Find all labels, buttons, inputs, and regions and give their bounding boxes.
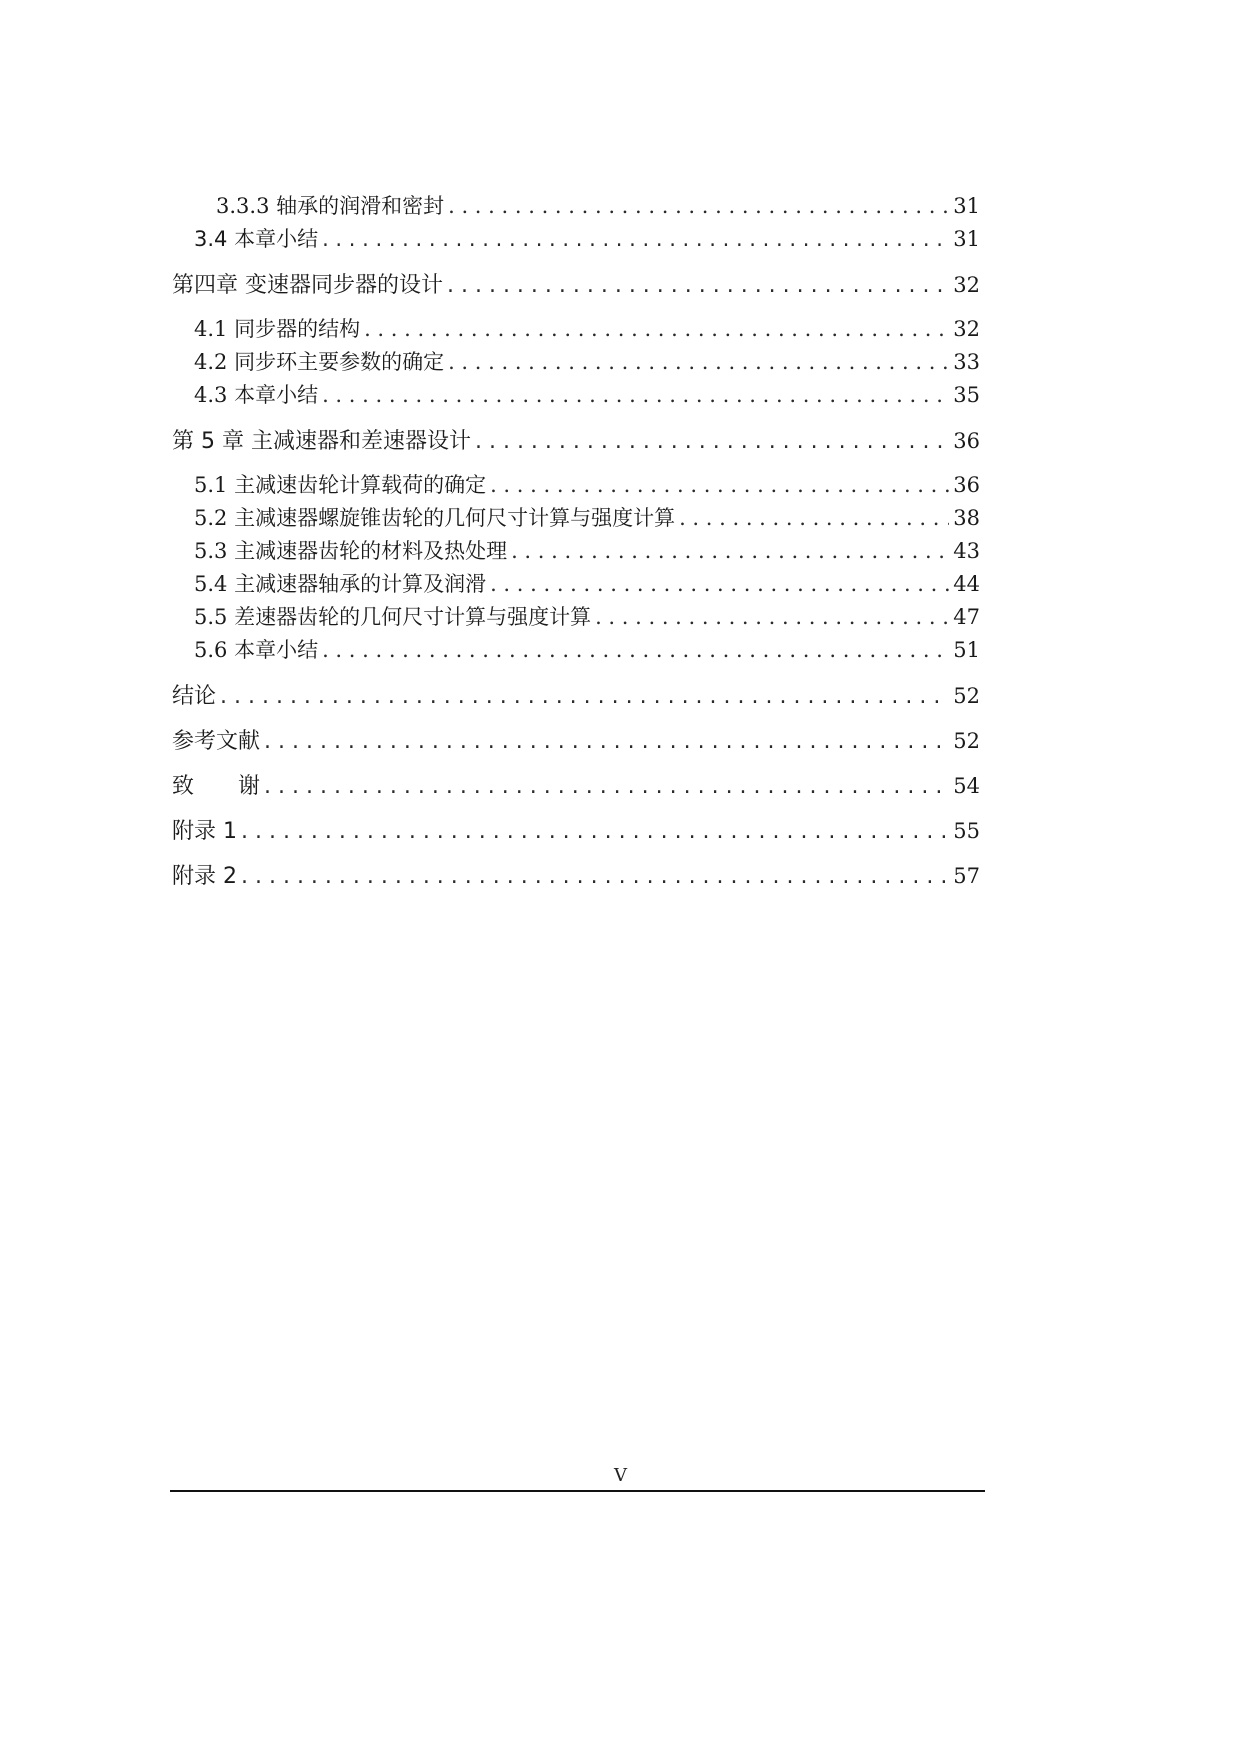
- toc-entry-page: 52: [953, 684, 980, 708]
- toc-leader-dots: [364, 317, 949, 341]
- toc-leader-dots: [322, 383, 949, 407]
- toc-entry[interactable]: [172, 469, 980, 502]
- toc-entry-page: 36: [953, 473, 980, 497]
- toc-entry[interactable]: [172, 568, 980, 601]
- toc-entry-title: 3.4 本章小结: [194, 227, 319, 251]
- toc-entry-page: 32: [953, 273, 980, 297]
- toc-entry-page: 33: [953, 350, 980, 374]
- toc-leader-dots: [447, 273, 949, 298]
- toc-entry-title: 4.3 本章小结: [194, 383, 319, 407]
- toc-entry[interactable]: [172, 346, 980, 379]
- toc-entry-page: 52: [953, 729, 980, 753]
- toc-entry[interactable]: [172, 601, 980, 634]
- toc-leader-dots: [475, 429, 949, 454]
- toc-leader-dots: [241, 864, 949, 889]
- toc-entry-title: 参考文献: [172, 729, 261, 754]
- toc-entry-title: 3.3.3 轴承的润滑和密封: [216, 194, 445, 218]
- toc-entry[interactable]: [172, 535, 980, 568]
- toc-entry-title: 附录 1: [172, 819, 237, 844]
- toc-leader-dots: [448, 194, 949, 218]
- toc-entry-title: 4.1 同步器的结构: [194, 317, 361, 341]
- toc-leader-dots: [220, 684, 949, 709]
- toc-entry[interactable]: [172, 424, 980, 457]
- toc-entry-title: 致 谢: [172, 774, 261, 799]
- toc-entry[interactable]: [172, 859, 980, 892]
- toc-entry[interactable]: [172, 679, 980, 712]
- toc-entry-page: 55: [953, 819, 980, 843]
- toc-entry[interactable]: [172, 313, 980, 346]
- toc-leader-dots: [322, 638, 949, 662]
- toc-entry[interactable]: [172, 814, 980, 847]
- toc-entry-title: 4.2 同步环主要参数的确定: [194, 350, 445, 374]
- toc-leader-dots: [322, 227, 949, 251]
- toc-leader-dots: [448, 350, 949, 374]
- toc-entry[interactable]: [172, 190, 980, 223]
- toc-leader-dots: [679, 506, 949, 530]
- toc-leader-dots: [241, 819, 949, 844]
- toc-entry-title: 第 5 章 主减速器和差速器设计: [172, 429, 471, 454]
- toc-entry[interactable]: [172, 724, 980, 757]
- toc-entry[interactable]: [172, 502, 980, 535]
- toc-entry-page: 35: [953, 383, 980, 407]
- toc-entry-title: 5.5 差速器齿轮的几何尺寸计算与强度计算: [194, 605, 592, 629]
- toc-entry-page: 51: [953, 638, 980, 662]
- toc-entry-page: 31: [953, 227, 980, 251]
- toc-entry-title: 5.4 主减速器轴承的计算及润滑: [194, 572, 487, 596]
- table-of-contents: [172, 190, 980, 904]
- toc-entry-page: 54: [953, 774, 980, 798]
- toc-entry[interactable]: [172, 223, 980, 256]
- toc-entry-page: 44: [953, 572, 980, 596]
- toc-entry-page: 57: [953, 864, 980, 888]
- toc-leader-dots: [490, 473, 949, 497]
- toc-entry[interactable]: [172, 379, 980, 412]
- toc-entry-page: 38: [953, 506, 980, 530]
- toc-entry-page: 36: [953, 429, 980, 453]
- toc-entry-page: 43: [953, 539, 980, 563]
- toc-entry-title: 附录 2: [172, 864, 237, 889]
- toc-leader-dots: [490, 572, 949, 596]
- toc-leader-dots: [511, 539, 949, 563]
- toc-entry-page: 32: [953, 317, 980, 341]
- toc-leader-dots: [264, 729, 949, 754]
- toc-entry-page: 31: [953, 194, 980, 218]
- toc-entry-title: 5.3 主减速器齿轮的材料及热处理: [194, 539, 508, 563]
- toc-entry-title: 第四章 变速器同步器的设计: [172, 273, 443, 298]
- page-number: V: [614, 1465, 627, 1486]
- toc-entry[interactable]: [172, 769, 980, 802]
- toc-entry[interactable]: [172, 634, 980, 667]
- toc-leader-dots: [595, 605, 949, 629]
- toc-entry-title: 5.2 主减速器螺旋锥齿轮的几何尺寸计算与强度计算: [194, 506, 676, 530]
- toc-entry-page: 47: [953, 605, 980, 629]
- toc-entry-title: 结论: [172, 684, 217, 709]
- toc-entry-title: 5.6 本章小结: [194, 638, 319, 662]
- toc-entry[interactable]: [172, 268, 980, 301]
- toc-entry-title: 5.1 主减速齿轮计算载荷的确定: [194, 473, 487, 497]
- toc-leader-dots: [264, 774, 949, 799]
- footer-rule: [170, 1490, 985, 1492]
